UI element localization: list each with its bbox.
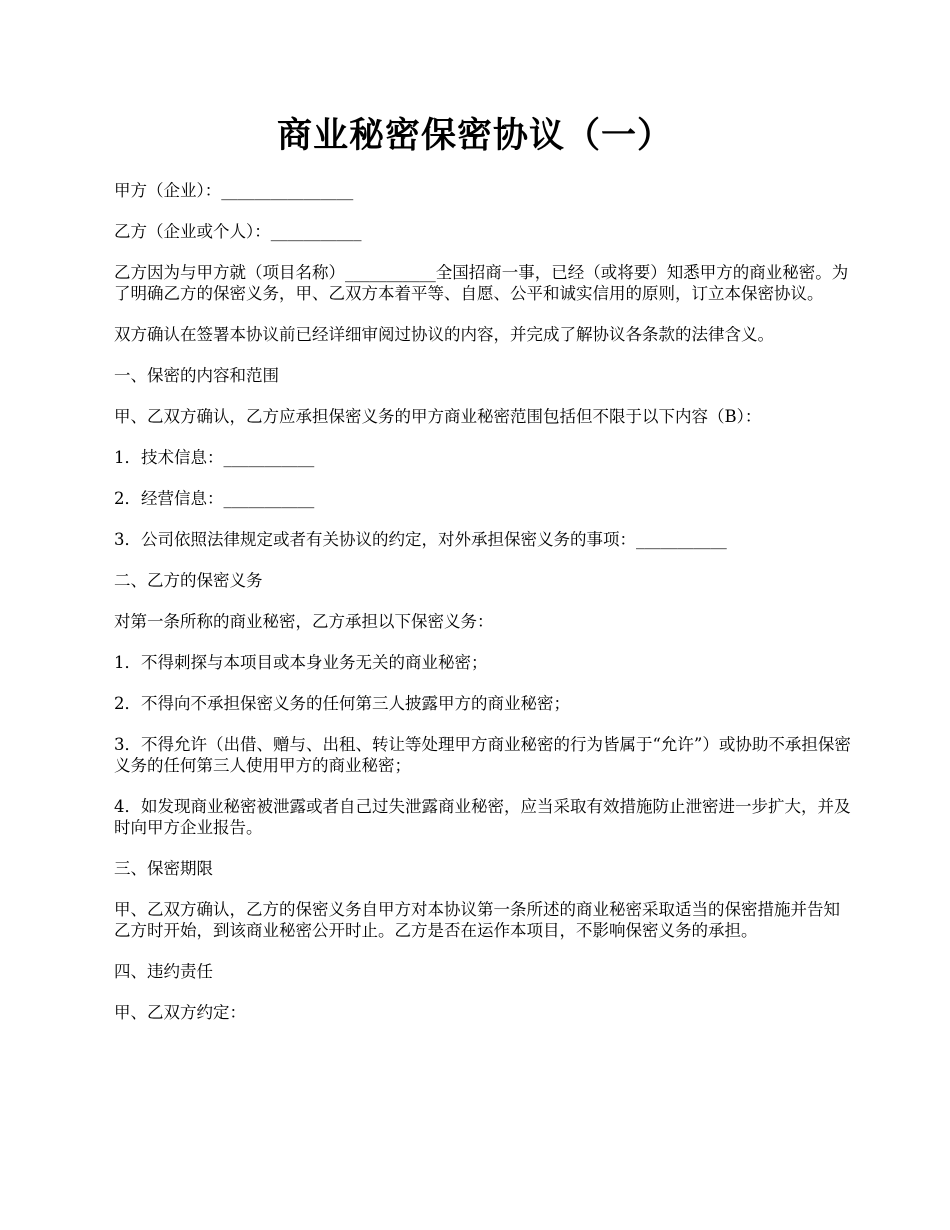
document-body bbox=[114, 180, 856, 1043]
section-2-intro: 对第一条所称的商业秘密，乙方承担以下保密义务： bbox=[114, 612, 494, 631]
section-2-item-4: 4．如发现商业秘密被泄露或者自己过失泄露商业秘密，应当采取有效措施防止泄密进一步扩大，并及时向甲方企业报告。 bbox=[114, 797, 851, 837]
section-2-item-1: 1．不得刺探与本项目或本身业务无关的商业秘密； bbox=[114, 653, 488, 672]
confirmation-paragraph: 双方确认在签署本协议前已经详细审阅过协议的内容，并完成了解协议各条款的法律含义。 bbox=[114, 325, 774, 344]
party-b-line: 乙方（企业或个人）：___________ bbox=[114, 222, 362, 241]
party-a-line: 甲方（企业）：________________ bbox=[114, 181, 354, 200]
section-heading-1: 一、保密的内容和范围 bbox=[114, 366, 279, 385]
section-4-intro: 甲、乙双方约定： bbox=[114, 1003, 246, 1022]
section-heading-2: 二、乙方的保密义务 bbox=[114, 571, 263, 590]
section-1-item-2: 2．经营信息：___________ bbox=[114, 489, 315, 508]
section-2-item-3: 3．不得允许（出借、赠与、出租、转让等处理甲方商业秘密的行为皆属于“允许”）或协助不承担保密义务的任何第三人使用甲方的商业秘密； bbox=[114, 735, 851, 775]
section-2-item-2: 2．不得向不承担保密义务的任何第三人披露甲方的商业秘密； bbox=[114, 694, 570, 713]
section-heading-4: 四、违约责任 bbox=[114, 962, 213, 981]
section-1-item-3: 3．公司依照法律规定或者有关协议的约定，对外承担保密义务的事项：___________ bbox=[114, 530, 727, 549]
section-1-intro: 甲、乙双方确认，乙方应承担保密义务的甲方商业秘密范围包括但不限于以下内容（B）： bbox=[114, 407, 762, 426]
section-1-item-1: 1．技术信息：___________ bbox=[114, 448, 315, 467]
document-title: 商业秘密保密协议（一） bbox=[276, 115, 673, 156]
section-heading-3: 三、保密期限 bbox=[114, 859, 213, 878]
preamble-paragraph: 乙方因为与甲方就（项目名称）___________全国招商一事，已经（或将要）知悉甲方的商业秘密。为了明确乙方的保密义务，甲、乙双方本着平等、自愿、公平和诚实信用的原则，订立本保密协议。 bbox=[114, 263, 849, 303]
section-3-body: 甲、乙双方确认，乙方的保密义务自甲方对本协议第一条所述的商业秘密采取适当的保密措施并告知乙方时开始，到该商业秘密公开时止。乙方是否在运作本项目，不影响保密义务的承担。 bbox=[114, 900, 840, 940]
